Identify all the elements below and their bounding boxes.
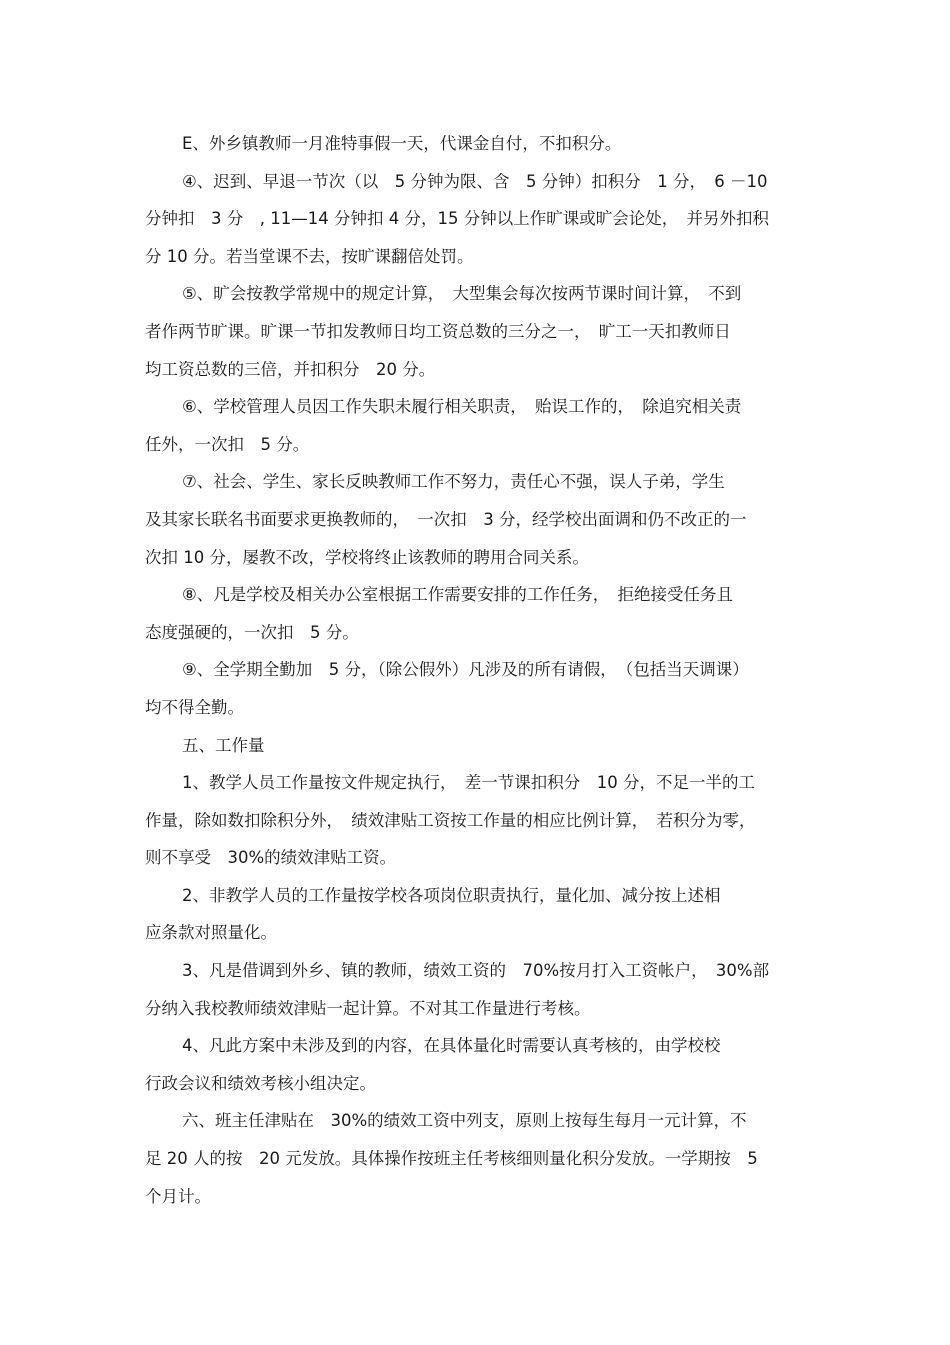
text-line: ⑤、旷会按教学常规中的规定计算， 大型集会每次按两节课时间计算， 不到 (182, 284, 742, 304)
text-line: 任外，一次扣 5 分。 (145, 434, 310, 454)
text-line: 均不得全勤。 (145, 697, 244, 717)
paragraph-item-6 (145, 388, 810, 463)
paragraph-section-6 (145, 1102, 810, 1215)
paragraph-e-leave (145, 125, 810, 163)
paragraph-workload-4 (145, 1027, 810, 1102)
text-line: 4、凡此方案中未涉及到的内容，在具体量化时需要认真考核的，由学校校 (182, 1036, 721, 1056)
paragraph-item-7 (145, 463, 810, 576)
text-line: ⑨、全学期全勤加 5 分，（除公假外）凡涉及的所有请假， （包括当天调课） (182, 660, 749, 680)
text-line: E、外乡镇教师一月准特事假一天，代课金自付，不扣积分。 (182, 134, 622, 153)
text-line: ④、迟到、早退一节次（以 5 分钟为限、含 5 分钟）扣积分 1 分， 6 －10 (182, 171, 768, 191)
paragraph-item-5 (145, 275, 810, 388)
text-line: 作量，除如数扣除积分外， 绩效津贴工资按工作量的相应比例计算， 若积分为零， (145, 810, 756, 830)
paragraph-workload-1 (145, 764, 810, 877)
text-line: 应条款对照量化。 (145, 923, 277, 943)
paragraph-item-8 (145, 576, 810, 651)
text-line: 五、工作量 (182, 735, 265, 755)
text-line: 则不享受 30%的绩效津贴工资。 (145, 848, 397, 868)
text-line: 2、非教学人员的工作量按学校各项岗位职责执行，量化加、减分按上述相 (182, 885, 721, 905)
paragraph-item-9 (145, 651, 810, 726)
text-line: 次扣 10 分，屡教不改，学校将终止该教师的聘用合同关系。 (145, 547, 589, 567)
text-line: ⑦、社会、学生、家长反映教师工作不努力，责任心不强，误人子弟，学生 (182, 472, 725, 492)
text-line: 1、教学人员工作量按文件规定执行， 差一节课扣积分 10 分，不足一半的工 (182, 773, 755, 793)
paragraph-workload-3 (145, 952, 810, 1027)
text-line: 分纳入我校教师绩效津贴一起计算。不对其工作量进行考核。 (145, 998, 591, 1018)
paragraph-workload-2 (145, 877, 810, 952)
text-line: 及其家长联名书面要求更换教师的， 一次扣 3 分，经学校出面调和仍不改正的一 (145, 509, 747, 529)
text-line: 3、凡是借调到外乡、镇的教师，绩效工资的 70%按月打入工资帐户， 30%部 (182, 961, 770, 981)
text-line: 分 10 分。若当堂课不去，按旷课翻倍处罚。 (145, 246, 474, 266)
text-line: 者作两节旷课。旷课一节扣发教师日均工资总数的三分之一， 旷工一天扣教师日 (145, 321, 731, 341)
text-line: ⑥、学校管理人员因工作失职未履行相关职责， 贻误工作的， 除追究相关责 (182, 397, 742, 417)
text-line: 态度强硬的，一次扣 5 分。 (145, 622, 359, 642)
text-line: ⑧、凡是学校及相关办公室根据工作需要安排的工作任务， 拒绝接受任务且 (182, 585, 734, 605)
text-line: 足 20 人的按 20 元发放。具体操作按班主任考核细则量化积分发放。一学期按 5 (145, 1149, 758, 1169)
text-line: 个月计。 (145, 1186, 211, 1206)
paragraph-section-5-heading (145, 727, 810, 765)
text-line: 均工资总数的三倍，并扣积分 20 分。 (145, 359, 436, 379)
text-line: 分钟扣 3 分 , 11—14 分钟扣 4 分，15 分钟以上作旷课或旷会论处， 并另外扣积 (145, 209, 769, 229)
document-body (145, 125, 810, 1215)
text-line: 行政会议和绩效考核小组决定。 (145, 1073, 376, 1093)
text-line: 六、班主任津贴在 30%的绩效工资中列支，原则上按每生每月一元计算，不 (182, 1111, 747, 1131)
paragraph-item-4 (145, 163, 810, 276)
